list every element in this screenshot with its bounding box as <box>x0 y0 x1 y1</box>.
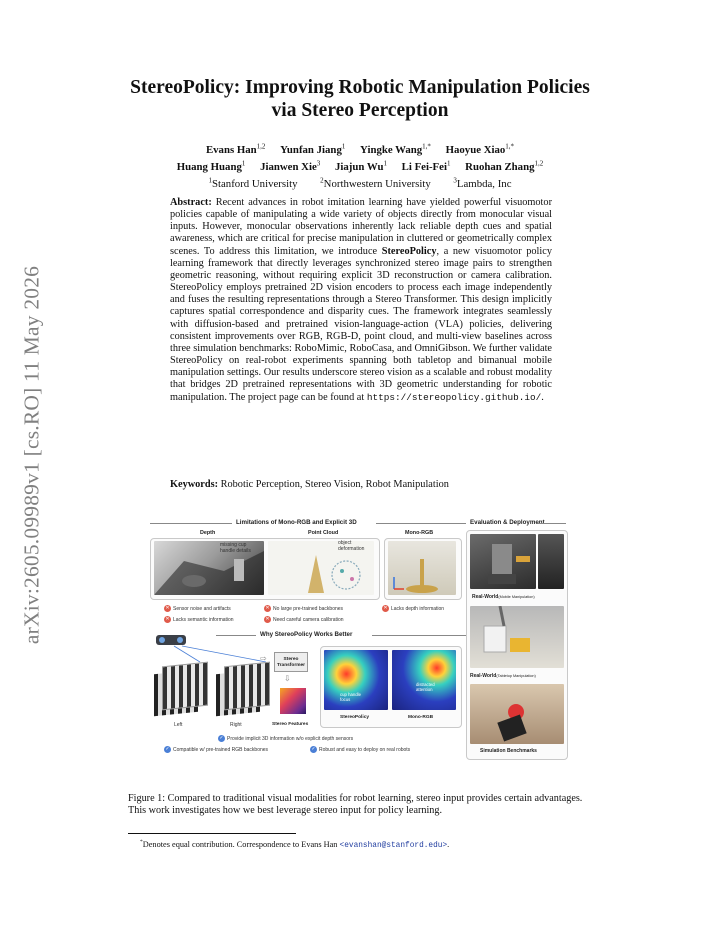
monorgb-image <box>388 541 456 595</box>
label-eval-real-mobile: Real-World(Mobile Manipulation) <box>472 594 535 600</box>
left-image-stack <box>154 664 206 714</box>
note-deformation: object deformation <box>338 540 365 552</box>
abstract-text: , a new visuomotor policy learning framework that directly leverages synchronized stereo image pairs to strengthen geometric reasoning, without requiring explicit 3D reconstruction or camera calibration. StereoPolicy employs pretrained 2D vision encoders to process each image independently and fuses the resulting representations through a Stereo Transformer. This design implicitly captures spatial correspondence and disparity cues. The framework integrates seamlessly with diffusion-based and pretrained vision-language-action (VLA) policies, delivering consistent improvements over RGB, RGB-D, point cloud, and multi-view baselines across three simulation benchmarks: RoboMimic, RoboCasa, and OmniGibson. We further validate StereoPolicy on real-robot experiments spanning both tabletop and bimanual mobile manipulation settings. Our results underscore stereo vision as a scalable and robust modality that bridges 2D pretrained representations with 3D geometric understanding for robotic manipulation. The project page can be found at <box>170 245 552 403</box>
affiliation: $^2$Northwestern University <box>320 176 431 190</box>
benefit-item: ✓ Robust and easy to deploy on real robots <box>311 746 411 753</box>
con-item: ✕ Sensor noise and artifacts <box>165 605 231 612</box>
figure-section-limitations: Limitations of Mono-RGB and Explicit 3D <box>236 519 357 526</box>
con-item: ✕ Need careful camera calibration <box>265 616 344 623</box>
footnote: *Denotes equal contribution. Correspondence to Evans Han <evanshan@stanford.edu>. <box>140 839 450 850</box>
author: Huang Huang$^1$ <box>176 159 246 173</box>
heatmap-mono <box>392 650 456 710</box>
author: Yunfan Jiang$^1$ <box>280 142 346 156</box>
note-cup-focus: cup handle focus <box>340 692 362 702</box>
author: Evans Han$^{1,2}$ <box>205 142 266 156</box>
abstract-text: Recent advances in robot imitation learning have yielded powerful visuomotor policies capable of manipulating a wide variety of objects directly from monocular visual inputs. However, monocular observations inherently lack reliable depth cues and spatial awareness, which are critical for precise manipulation in cluttered or geometrically complex scenes. To address this limitation, we introduce <box>170 197 552 257</box>
con-item: ✕ Lacks semantic information <box>165 616 234 623</box>
benefit-item: ✓ Compatible w/ pre-trained RGB backbones <box>165 746 269 753</box>
stereo-transformer-block: Stereo Transformer <box>274 652 308 672</box>
real-world-tabletop-photo <box>470 606 564 668</box>
arrow-down-icon: ⇩ <box>284 674 291 683</box>
label-stereo-features: Stereo Features <box>272 722 309 727</box>
figure-caption: Figure 1: Compared to traditional visual modalities for robot learning, stereo input provides certain advantages. This work investigates how we best leverage stereo input for policy learning. <box>128 793 583 817</box>
author: Li Fei-Fei$^1$ <box>401 159 451 173</box>
label-eval-sim: Simulation Benchmarks <box>480 748 537 754</box>
figure-1 <box>150 516 568 760</box>
stereo-features-cube <box>280 688 306 714</box>
label-left: Left <box>174 722 183 728</box>
mobile-robot-drawing <box>470 534 536 589</box>
author: Jianwen Xie$^3$ <box>260 159 321 173</box>
abstract: Abstract: Recent advances in robot imitation learning have yielded powerful visuomotor policies capable of manipulating a wide variety of objects directly from monocular visual inputs. However, monocular observations inherently lack reliable depth cues and spatial awareness, which are critical for precise manipulation in cluttered or geometrically complex scenes. To address this limitation, we introduce StereoPolicy, a new visuomotor policy learning framework that directly leverages synchronized stereo image pairs to strengthen geometric reasoning, without requiring explicit 3D reconstruction or camera calibration. StereoPolicy employs pretrained 2D vision encoders to process each image independently and fuses the resulting representations through a Stereo Transformer. This design implicitly captures spatial correspondence and disparity cues. The framework integrates seamlessly with diffusion-based and pretrained vision-language-action (VLA) policies, delivering consistent improvements over RGB, RGB-D, point cloud, and multi-view baselines across three simulation benchmarks: RoboMimic, RoboCasa, and OmniGibson. We further validate StereoPolicy on real-robot experiments spanning both tabletop and bimanual mobile manipulation settings. Our results underscore stereo vision as a scalable and robust modality that bridges 2D pretrained representations with 3D geometric understanding for robotic manipulation. The project page can be found at https://stereopolicy.github.io/. <box>170 197 552 403</box>
con-item: ✕ No large pre-trained backbones <box>265 605 344 612</box>
author-block <box>120 140 600 191</box>
label-pointcloud: Point Cloud <box>308 530 339 536</box>
affiliations <box>120 174 600 191</box>
abstract-label: Abstract: <box>170 197 212 208</box>
real-world-mobile-photo-2 <box>538 534 564 589</box>
affiliation: $^3$Lambda, Inc <box>453 176 512 190</box>
simulation-photo <box>470 684 564 744</box>
email-link[interactable]: <evanshan@stanford.edu> <box>339 841 448 850</box>
footnote-rule <box>128 833 296 834</box>
benefit-item: ✓ Provide implicit 3D information w/o explicit depth sensors <box>219 735 354 742</box>
con-item: ✕ Lacks depth information <box>383 605 445 612</box>
note-missing-handle: missing cup handle details <box>220 542 251 554</box>
keywords-text: Robotic Perception, Stereo Vision, Robot Manipulation <box>220 479 449 490</box>
figure-section-why: Why StereoPolicy Works Better <box>260 631 353 638</box>
arrow-icon: ⇨ <box>260 654 267 663</box>
label-heatmap-mono: Mono-RGB <box>408 715 434 720</box>
author: Yingke Wang$^{1,*}$ <box>360 142 431 156</box>
simulation-drawing <box>470 684 564 744</box>
project-link[interactable]: https://stereopolicy.github.io/ <box>366 391 542 403</box>
figure-section-eval: Evaluation & Deployment <box>470 519 545 526</box>
affiliation: $^1$Stanford University <box>208 176 298 190</box>
arxiv-identifier <box>14 255 50 655</box>
label-monorgb: Mono-RGB <box>405 530 434 536</box>
keywords <box>170 479 552 490</box>
abstract-emphasis: StereoPolicy <box>381 245 437 257</box>
author-line-2 <box>120 157 600 174</box>
real-world-mobile-photo <box>470 534 536 589</box>
author: Haoyue Xiao$^{1,*}$ <box>445 142 515 156</box>
right-image-stack <box>216 664 268 714</box>
arxiv-identifier-text: arXiv:2605.09989v1 [cs.RO] 11 May 2026 <box>19 265 44 645</box>
paper-title: StereoPolicy: Improving Robotic Manipulation Policies via Stereo Perception <box>130 77 590 121</box>
author: Jiajun Wu$^1$ <box>334 159 387 173</box>
note-distracted: distracted attention <box>416 682 435 692</box>
tabletop-drawing <box>470 606 564 668</box>
author-line-1 <box>120 140 600 157</box>
author: Ruohan Zhang$^{1,2}$ <box>465 159 544 173</box>
label-heatmap-stereo: StereoPolicy <box>340 715 370 720</box>
label-eval-real-table: Real-World(Tabletop Manipulation) <box>470 673 536 679</box>
monorgb-drawing <box>388 541 456 595</box>
keywords-label: Keywords: <box>170 479 219 490</box>
label-right: Right <box>230 722 242 728</box>
label-depth: Depth <box>200 530 216 536</box>
